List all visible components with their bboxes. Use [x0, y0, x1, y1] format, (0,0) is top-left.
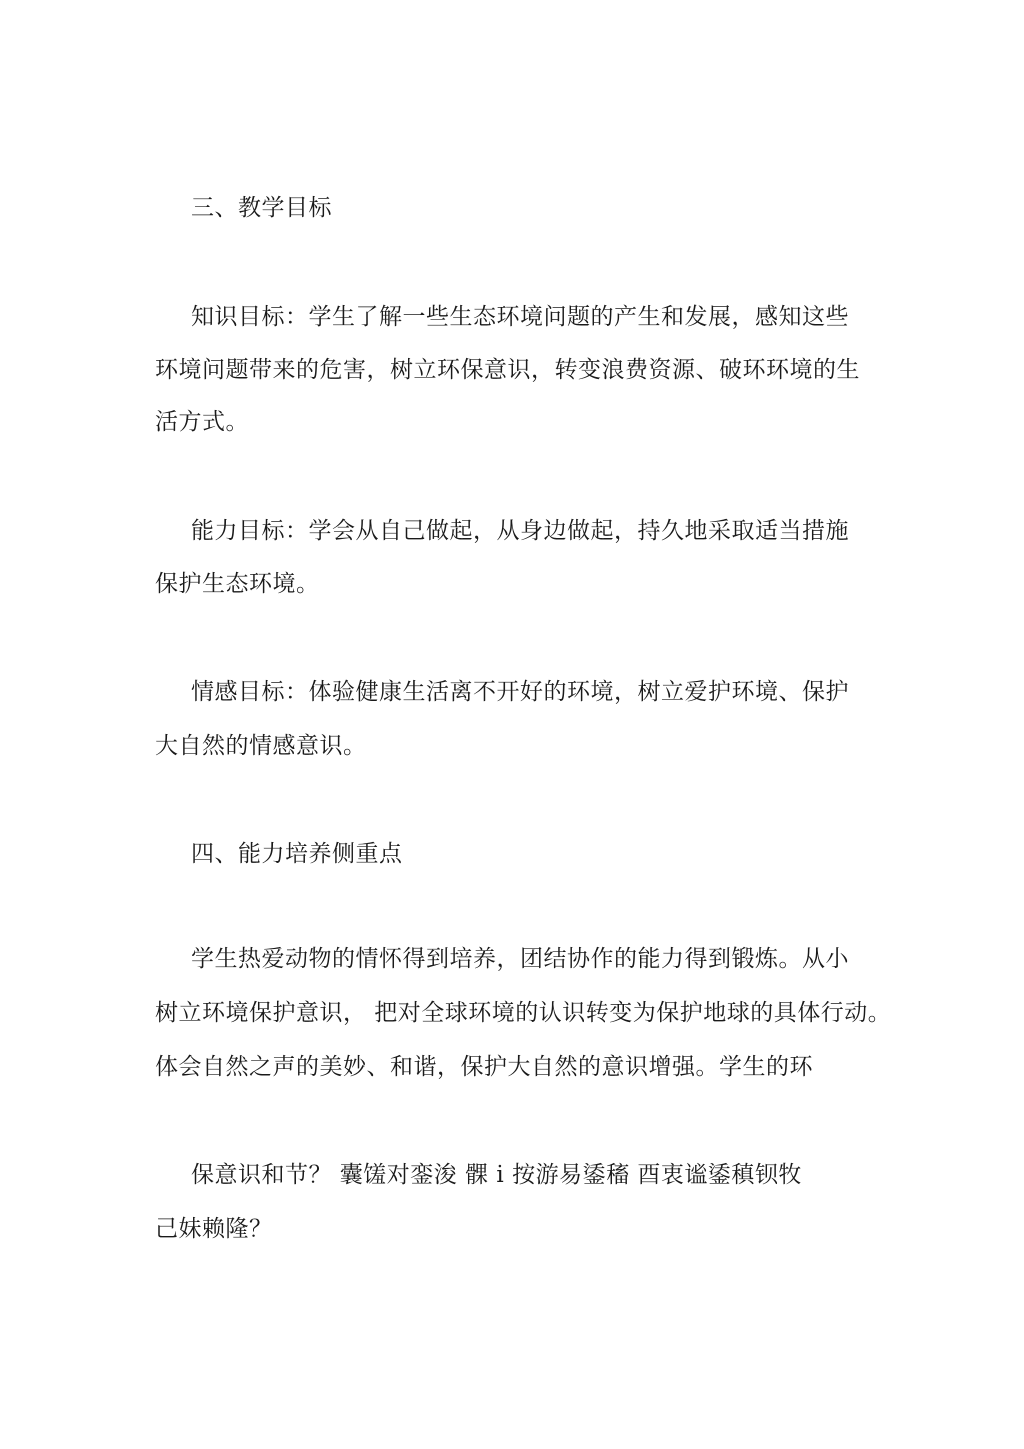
section-heading-teaching-goals: 三、教学目标 — [191, 195, 332, 221]
section-heading-ability-focus: 四、能力培养侧重点 — [191, 841, 403, 867]
focus-paragraph-line-2: 树立环境保护意识， 把对全球环境的认识转变为保护地球的具体行动。 — [155, 1000, 892, 1026]
emotion-goal-line-1: 情感目标：体验健康生活离不开好的环境，树立爱护环境、保护 — [191, 679, 849, 705]
focus-paragraph-line-1: 学生热爱动物的情怀得到培养，团结协作的能力得到锻炼。从小 — [191, 946, 849, 972]
knowledge-goal-line-3: 活方式。 — [155, 409, 249, 435]
emotion-goal-line-2: 大自然的情感意识。 — [155, 733, 367, 759]
garbled-paragraph-line-1: 保意识和节？ 囊馐对銮浚 髁 i 按游易鋈稸 酉衷谧鋈稹钡牧 — [191, 1162, 802, 1188]
focus-paragraph-line-3: 体会自然之声的美妙、和谐，保护大自然的意识增强。学生的环 — [155, 1054, 813, 1080]
knowledge-goal-line-2: 环境问题带来的危害，树立环保意识，转变浪费资源、破环环境的生 — [155, 357, 860, 383]
knowledge-goal-line-1: 知识目标：学生了解一些生态环境问题的产生和发展，感知这些 — [191, 304, 849, 330]
ability-goal-line-1: 能力目标：学会从自己做起，从身边做起，持久地采取适当措施 — [191, 518, 849, 544]
garbled-paragraph-line-2: 己妹赖隆？ — [155, 1216, 273, 1242]
ability-goal-line-2: 保护生态环境。 — [155, 571, 320, 597]
